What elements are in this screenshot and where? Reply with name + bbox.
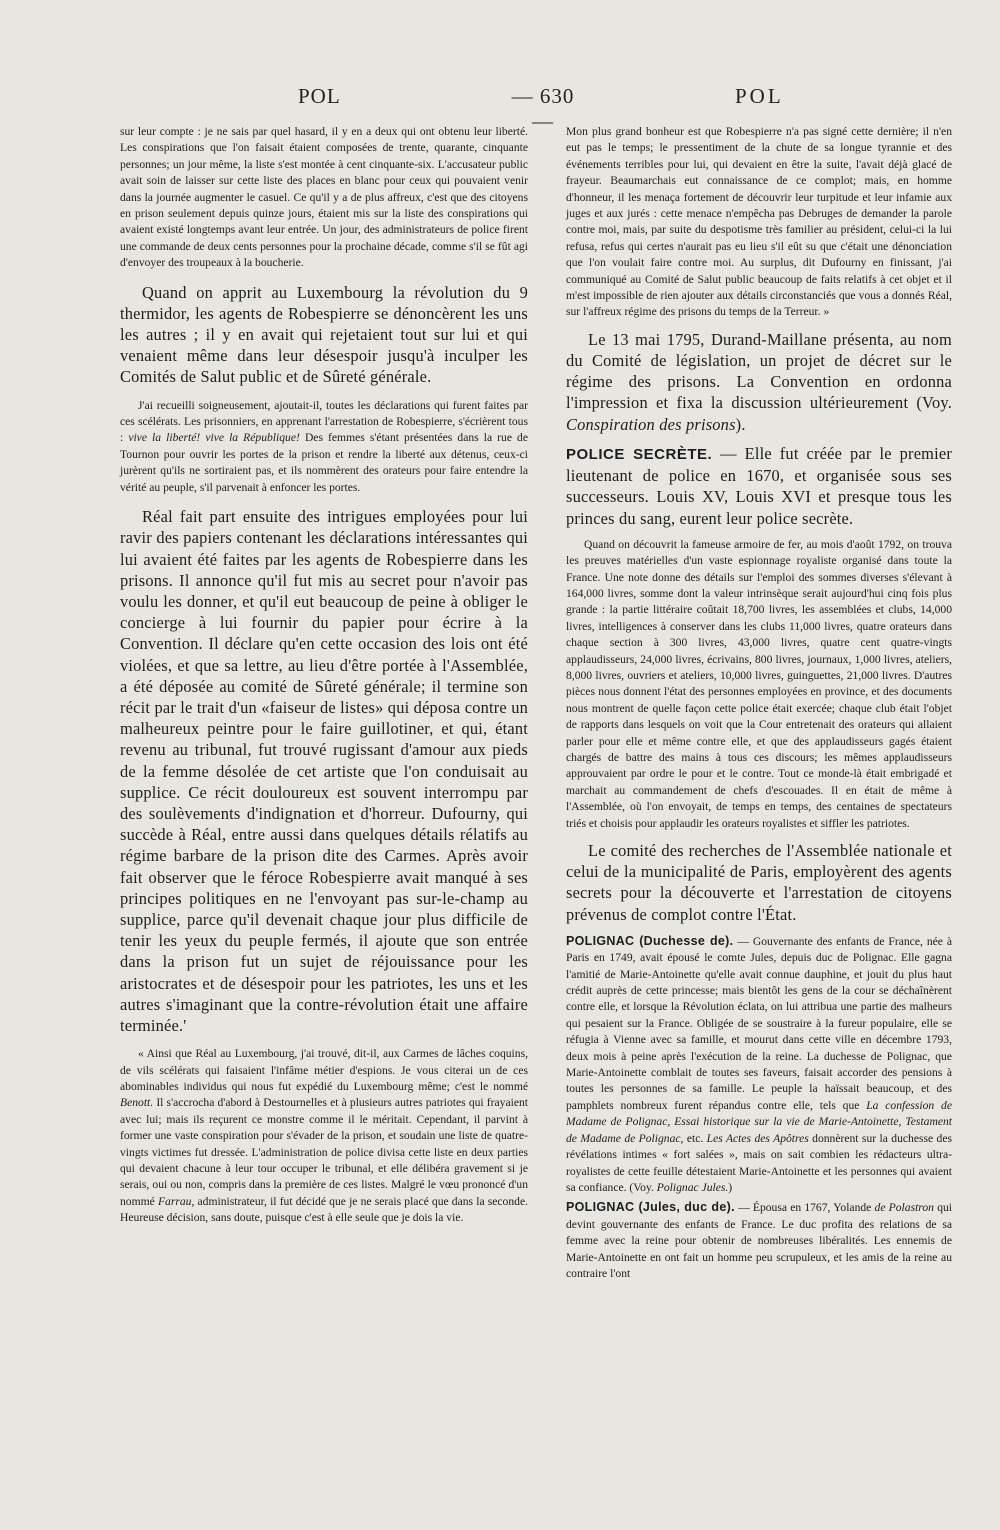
- paragraph-declarations: J'ai recueilli soigneusement, ajoutait-il, toutes les déclarations qui furent faites par ces scélérats. Les prisonniers, en apprenant l'arrestation de Robespierre, s'écrièrent tous : vive la liberté! vive la République! Des femmes s'étant présentées dans la rue de Tournon pour ouvrir les portes de la prison et rendre la liberté aux détenus, ceux-ci jurèrent qu'ils ne sortiraient pas, et ils nommèrent des orateurs pour faire entendre la vérité au peuple, s'il parvenait à enfoncer les portes.: [120, 398, 529, 494]
- entry-term-polignac-duchesse: POLIGNAC (Duchesse de).: [566, 933, 734, 948]
- paragraph-thermidor: Quand on apprit au Luxembourg la révolution du 9 thermidor, les agents de Robespierre se dénoncèrent les uns les autres ; il y en avait qui rejetaient tout sur lui et qui venaient même dans leur désespoir jusqu'à inculper les Comités de Salut public et de Sûreté générale.: [120, 282, 528, 387]
- paragraph-real-intrigues: Réal fait part ensuite des intrigues employées pour lui ravir des papiers contenant les déclarations intéressantes qui lui avaient été faites par les agents de Robespierre dans les prisons. Il annonce qu'il fut mis au secret pour n'avoir pas voulu les donner, et qu'il eut beaucoup de peine à obliger le concierge à lui fournir du papier pour écrire à la Convention. Il déclare qu'en cette occasion des lois ont été violées, et que sa lettre, au lieu d'être portée à l'Assemblée, a été déposée au comité de Sûreté générale; il termine son récit par le trait d'un «faiseur de listes» qui déposa contre un malheureux peintre pour le faire guillotiner, et qui, étant revenu au tribunal, fut trouvé rugissant d'amour aux pieds de la femme désolée de cet artiste que l'on conduisait au supplice. Ce récit douloureux est souvent interrompu par des soulèvements d'indignation et d'horreur. Dufourny, qui succède à Réal, entre aussi dans quelques détails rélatifs au régime barbare de la prison dite des Carmes. Après avoir fait observer que le féroce Robespierre avait manqué à ses principes politiques en ne l'envoyant pas sur-le-champ au supplice, parce qu'il devenait chaque jour plus difficile de tenir les yeux du peuple fermés, il ajoute que son entrée dans la prison fut un sujet de réjouissance pour les aristocrates et de désespoir pour les patriotes, les uns et les autres s'imaginant que la contre-révolution était une affaire terminée.': [120, 507, 528, 1035]
- running-head-right: POL: [735, 84, 784, 108]
- page-number: — 630 —: [511, 84, 575, 133]
- paragraph-dufourny-quote: « Ainsi que Réal au Luxembourg, j'ai trouvé, dit-il, aux Carmes de lâches coquins, de vils scélérats qui faisaient l'infâme métier d'espions. Je vous citerai un de ces abominables individus qui nous fut expédié du Luxembourg même; c'est le nommé Benott. Il s'accrocha d'abord à Destournelles et à plusieurs autres patriotes qui frayaient avec lui; mais ils reçurent ce monstre comme il le méritait. Cependant, il parvint à former une vaste conspiration pour s'évader de la prison, et soudain une liste de quatre-vingts victimes fut dressée. L'administration de police divisa cette liste en deux parties qui devaient chacune à leur tour occuper le tribunal, et elle délibéra gravement si je serais, oui ou non, compris dans la première de ces listes. Malgré le vœu prononcé d'un nommé Farrau, administrateur, il fut décidé que je ne serais placé que dans la seconde. Heureuse décision, sans doute, puisque c'est à elle seule que je dois la vie.: [120, 1047, 528, 1225]
- left-column: [120, 124, 528, 1229]
- paragraph-quote-continuation: sur leur compte : je ne sais par quel hasard, il y en a deux qui ont obtenu leur liberté. Les conspirations que l'on faisait étaient composées de trente, quarante, cinquante personnes; un jour même, la liste s'est montée à cent cinquante-six. L'accusateur public avait soin de laisser sur cette liste des places en blanc pour ceux qui pouvaient venir dans la journée augmenter le casuel. Ce qu'il y a de plus affreux, c'est que des citoyens en prison seulement depuis quinze jours, étaient mis sur la liste des conspirations qui avaient existé longtemps avant leur entrée. Un jour, des administrateurs de police firent une commande de deux cents personnes pour la prochaine décade, comme s'il se fût agi d'envoyer des troupeaux à la boucherie.: [120, 125, 528, 270]
- entry-polignac-jules: POLIGNAC (Jules, duc de). — Épousa en 1767, Yolande de Polastron qui devint gouvernante des enfants de France. Le duc profita des relations de sa femme avec la reine pour obtenir de nombreuses libéralités. Les ennemis de Marie-Antoinette en ont fait un homme peu scrupuleux, et les amis de la reine au contraire l'ont: [566, 1200, 953, 1280]
- running-head-left: POL: [298, 84, 341, 108]
- entry-term-police-secrete: POLICE SECRÈTE.: [566, 445, 713, 463]
- paragraph-comite-recherches: Le comité des recherches de l'Assemblée nationale et celui de la municipalité de Paris, employèrent des agents secrets pour la découverte et l'arrestation de citoyens prévenus de complot contre l'État.: [566, 841, 952, 924]
- paragraph-durand-maillane: Le 13 mai 1795, Durand-Maillane présenta, au nom du Comité de législation, un projet de décret sur le régime des prisons. La Convention en ordonna l'impression et fixa la discussion ultérieurement (Voy. Conspiration des prisons).: [566, 329, 952, 434]
- paragraph-quote-end: Mon plus grand bonheur est que Robespierre n'a pas signé cette dernière; il n'en eut pas le temps; le pressentiment de la chute de sa longue tyrannie et des événements terribles pour lui, qui devaient en être la suite, l'avait déjà glacé de frayeur. Beaumarchais eut connaissance de ce complot; mais, en homme d'honneur, il les menaça fortement de découvrir leur turpitude et leur infamie aux juges et aux jurés : cette menace n'empêcha pas Debruges de demander la parole contre moi, mais, par suite du despotisme très familier au président, celui-ci la lui refusa, refus qui certes n'aurait pas eu lieu s'il eût su que c'était une dénonciation que l'on voulait faire contre moi. Au surplus, dit Dufourny en finissant, j'ai communiqué au Comité de Salut public beaucoup de faits relatifs à cet objet et il m'est impossible de rien ajouter aux détails circonstanciés que vous a donnés Réal, sur l'affreux régime des prisons du temps de la Terreur. »: [566, 125, 952, 319]
- entry-police-secrete: POLICE SECRÈTE. — Elle fut créée par le premier lieutenant de police en 1670, et organisée sous ses successeurs. Louis XV, Louis XVI et presque tous les princes du sang, eurent leur police secrète.: [566, 443, 952, 528]
- right-column: [566, 124, 952, 1284]
- paragraph-armoire-de-fer: Quand on découvrit la fameuse armoire de fer, au mois d'août 1792, on trouva les preuves matérielles d'un vaste espionnage royaliste organisé dans toute la France. Une note donne des détails sur l'emploi des sommes diverses s'élevant à 164,000 livres, somme dont la valeur intrinsèque serait aujourd'hui cinq fois plus grande : la partie littéraire coûtait 18,700 livres, les assemblées et clubs, 14,000 livres, intelligences à conserver dans les clubs 11,000 livres, quatre orateurs dans chaque section à 300 livres, 43,000 livres, quatre cent quatre-vingts applaudisseurs, 24,000 livres, écrivains, 800 livres, journaux, 1,000 livres, ateliers, 8,000 livres, ouvriers et ateliers, 10,000 livres, guinguettes, 21,000 livres. D'autres pièces nous donnent l'état des personnes employées en province, et des documents nous montrent de quelle façon cette police était exercée; chaque club était l'objet de rapports dans lesquels on voit que la Cour entretenait des orateurs qui allaient parler pour elle et même contre elle, et que des applaudisseurs gagés étaient chargés de battre des mains à tous ces discours; les mêmes applaudisseurs approuvaient par ordre le pour et le contre. Tout ce monde-là était embrigadé et marchait au commandement de chefs d'escouades. Il en était de même à l'Assemblée, où l'on envoyait, de temps en temps, des centaines de spectateurs triés et choisis pour applaudir les orateurs royalistes et siffler les patriotes.: [566, 537, 952, 830]
- entry-term-polignac-jules: POLIGNAC (Jules, duc de).: [566, 1200, 735, 1215]
- entry-polignac-duchesse: POLIGNAC (Duchesse de). — Gouvernante des enfants de France, née à Paris en 1749, avait épousé le comte Jules, depuis duc de Polignac. Elle gagna l'amitié de Marie-Antoinette qu'elle avait connue dauphine, et jouit du plus haut crédit auprès de cette princesse; mais bientôt les gens de la cour se déchaînèrent contre elle, et lorsque la Révolution éclata, on lui attribua une partie des malheurs qui pesaient sur la France. Obligée de se soustraire à la fureur populaire, elle se réfugia à Vienne avec sa famille, et mourut dans cette ville en décembre 1793, deux mois à peine après l'exécution de la reine. La duchesse de Polignac, que Marie-Antoinette comblait de toutes ses faveurs, faisait accorder des pensions à toutes les personnes de sa famille. Le peuple la haïssait beaucoup, et des pamphlets nombreux furent répandus contre elle, tels que La confession de Madame de Polignac, Essai historique sur la vie de Marie-Antoinette, Testament de Madame de Polignac, etc. Les Actes des Apôtres donnèrent sur la duchesse des révélations intimes « fort salées », mais on sait combien les rédacteurs ultra-royalistes de cette feuille détestaient Marie-Antoinette et les personnes qui avaient sa confiance. (Voy. Polignac Jules.): [566, 933, 952, 1194]
